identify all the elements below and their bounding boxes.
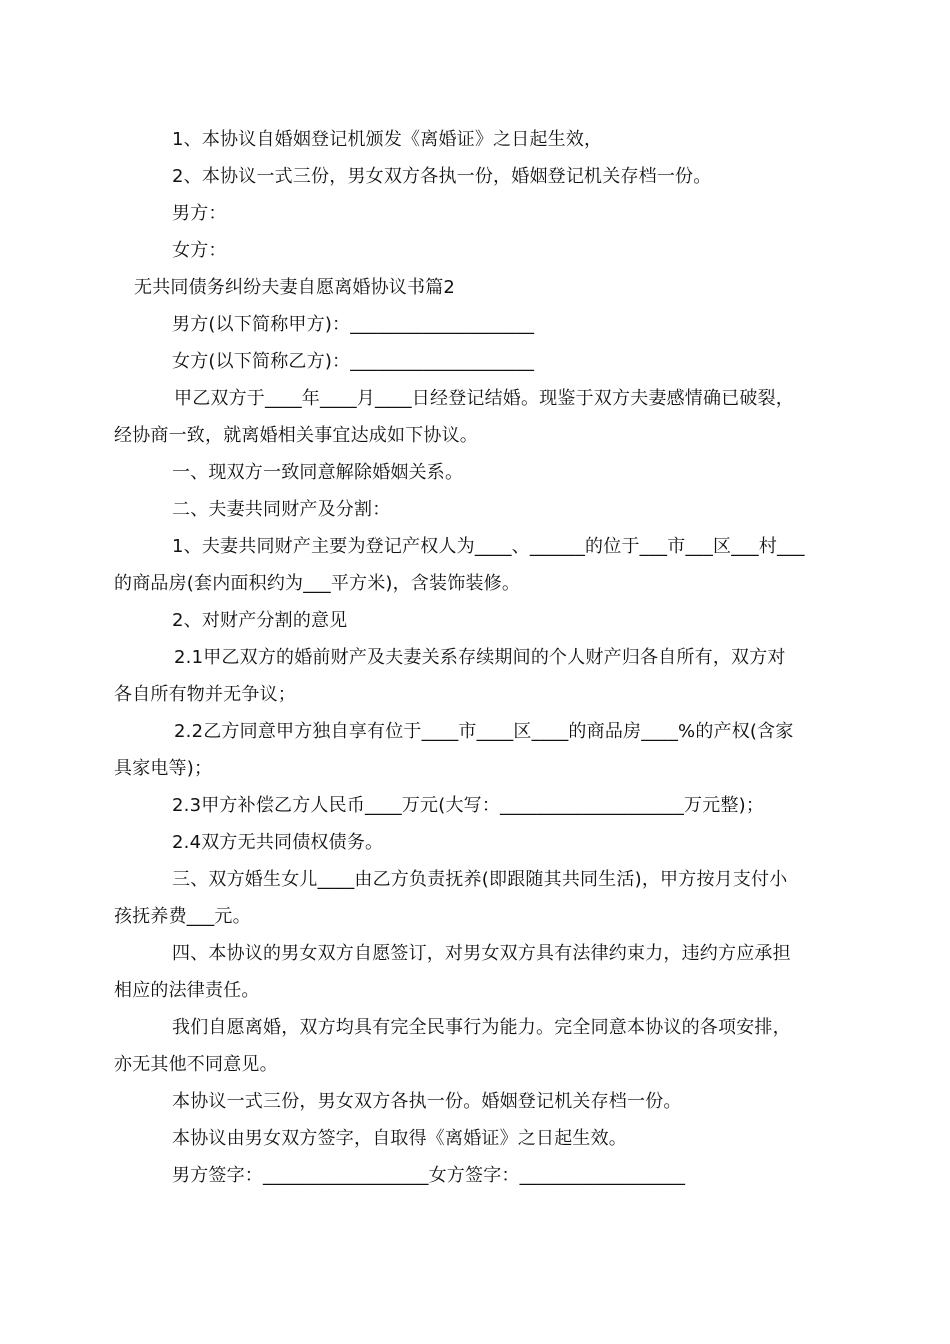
clause-2-2-line-2: 具家电等)； xyxy=(114,758,213,779)
clause-2-4: 2.4双方无共同债权债务。 xyxy=(172,832,384,853)
female-party-label: 女方： xyxy=(172,240,227,261)
intro-paragraph-line-2: 经协商一致，就离婚相关事宜达成如下协议。 xyxy=(114,425,478,446)
article-4-line-1: 四、本协议的男女双方自愿签订，对男女双方具有法律约束力，违约方应承担 xyxy=(172,943,791,964)
clause-copies: 2、本协议一式三份，男女双方各执一份，婚姻登记机关存档一份。 xyxy=(172,166,712,187)
intro-paragraph-line-1: 甲乙双方于____年____月____日经登记结婚。现鉴于双方夫妻感情确已破裂， xyxy=(174,388,794,409)
signature-line: 男方签字：__________________女方签字：__________________ xyxy=(172,1165,686,1186)
article-4-line-2: 相应的法律责任。 xyxy=(114,980,260,1001)
article-2-1-line-1: 1、夫妻共同财产主要为登记产权人为____、______的位于___市___区___村___ xyxy=(172,536,805,557)
section-title: 无共同债务纠纷夫妻自愿离婚协议书篇2 xyxy=(134,277,456,298)
clause-2-1-line-1: 2.1甲乙双方的婚前财产及夫妻关系存续期间的个人财产归各自所有，双方对 xyxy=(174,647,786,668)
clause-2-2-line-1: 2.2乙方同意甲方独自享有位于____市____区____的商品房____%的产权(含家 xyxy=(174,721,794,742)
article-2-1-line-2: 的商品房(套内面积约为___平方米)，含装饰装修。 xyxy=(114,573,521,594)
clause-2-1-line-2: 各自所有物并无争议； xyxy=(114,684,296,705)
clause-2-3: 2.3甲方补偿乙方人民币____万元(大写：____________________万元整)； xyxy=(172,795,765,816)
male-party-field: 男方(以下简称甲方)：____________________ xyxy=(172,314,535,335)
male-party-label: 男方： xyxy=(172,203,227,224)
article-1: 一、现双方一致同意解除婚姻关系。 xyxy=(172,462,464,483)
declaration-line-1: 我们自愿离婚，双方均具有完全民事行为能力。完全同意本协议的各项安排， xyxy=(172,1017,791,1038)
declaration-line-2: 亦无其他不同意见。 xyxy=(114,1054,278,1075)
clause-effective-date: 1、本协议自婚姻登记机颁发《离婚证》之日起生效， xyxy=(172,129,603,150)
copies-statement: 本协议一式三份，男女双方各执一份。婚姻登记机关存档一份。 xyxy=(172,1091,682,1112)
article-3-line-1: 三、双方婚生女儿____由乙方负责抚养(即跟随其共同生活)，甲方按月支付小 xyxy=(172,869,788,890)
article-3-line-2: 孩抚养费___元。 xyxy=(114,906,251,927)
female-party-field: 女方(以下简称乙方)：____________________ xyxy=(172,351,535,372)
effective-statement: 本协议由男女双方签字，自取得《离婚证》之日起生效。 xyxy=(172,1128,627,1149)
article-2-2-heading: 2、对财产分割的意见 xyxy=(172,610,348,631)
article-2-heading: 二、夫妻共同财产及分割： xyxy=(172,499,391,520)
